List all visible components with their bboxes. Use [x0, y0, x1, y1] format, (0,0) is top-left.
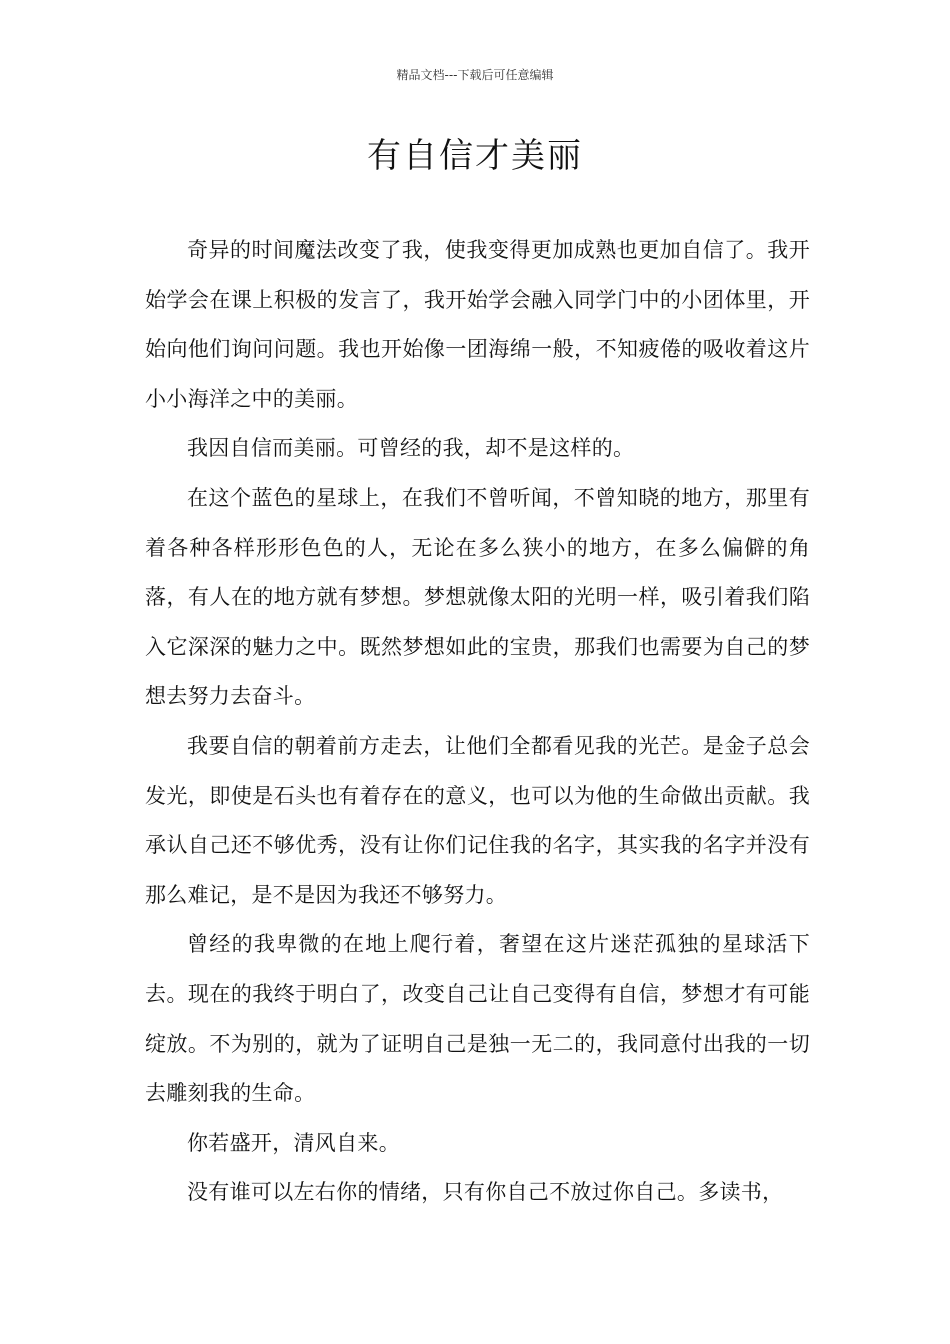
- page-title: 有自信才美丽: [367, 136, 583, 176]
- paragraph: 曾经的我卑微的在地上爬行着，奢望在这片迷茫孤独的星球活下去。现在的我终于明白了，改变自己让自己变得有自信，梦想才有可能绽放。不为别的，就为了证明自己是独一无二的，我同意付出我的一切去雕刻我的生命。: [145, 932, 810, 1106]
- header-note: 精品文档---下载后可任意编辑: [396, 68, 554, 82]
- paragraph: 我要自信的朝着前方走去，让他们全都看见我的光芒。是金子总会发光，即使是石头也有着存在的意义，也可以为他的生命做出贡献。我承认自己还不够优秀，没有让你们记住我的名字，其实我的名字并没有那么难记，是不是因为我还不够努力。: [145, 733, 810, 907]
- body-text: [145, 226, 810, 1218]
- paragraph: 我因自信而美丽。可曾经的我，却不是这样的。: [187, 436, 635, 461]
- paragraph: 没有谁可以左右你的情绪，只有你自己不放过你自己。多读书，: [187, 1180, 784, 1205]
- paragraph: 奇异的时间魔法改变了我，使我变得更加成熟也更加自信了。我开始学会在课上积极的发言了，我开始学会融入同学门中的小团体里，开始向他们询问问题。我也开始像一团海绵一般，不知疲倦的吸收着这片小小海洋之中的美丽。: [145, 238, 810, 411]
- paragraph: 在这个蓝色的星球上，在我们不曾听闻，不曾知晓的地方，那里有着各种各样形形色色的人，无论在多么狭小的地方，在多么偏僻的角落，有人在的地方就有梦想。梦想就像太阳的光明一样，吸引着我们陷入它深深的魅力之中。既然梦想如此的宝贵，那我们也需要为自己的梦想去努力去奋斗。: [145, 485, 810, 709]
- paragraph: 你若盛开，清风自来。: [187, 1130, 400, 1155]
